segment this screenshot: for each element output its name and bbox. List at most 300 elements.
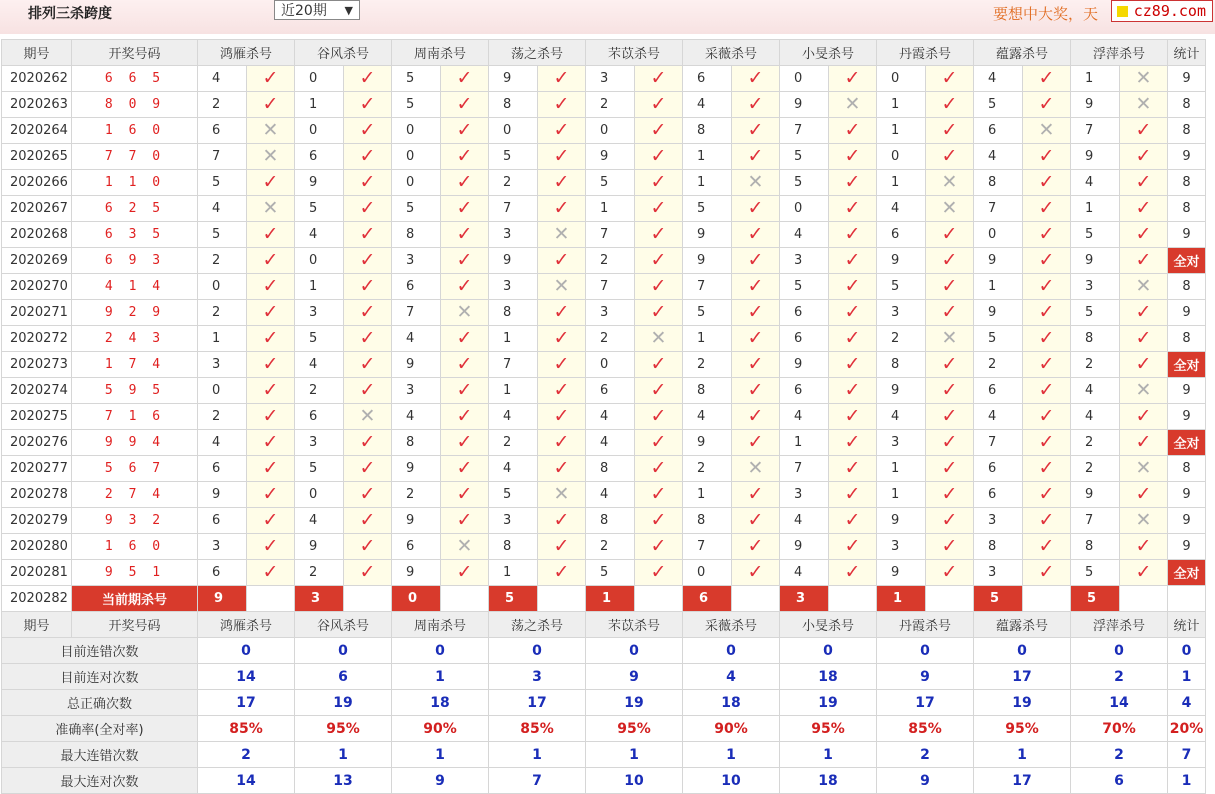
column-header: 周南杀号 — [392, 40, 489, 66]
result-cell — [1023, 196, 1071, 222]
period-cell: 2020282 — [2, 586, 72, 612]
result-cell — [344, 274, 392, 300]
check-icon: ✓ — [1135, 223, 1152, 245]
period-cell: 2020265 — [2, 144, 72, 170]
result-cell — [247, 118, 295, 144]
kill-number-cell: 9 — [1071, 92, 1120, 118]
check-icon: ✓ — [747, 197, 764, 219]
result-cell — [441, 196, 489, 222]
kill-number-cell: 5 — [780, 274, 829, 300]
check-icon: ✓ — [941, 223, 958, 245]
draw-number-cell: 2 4 3 — [72, 326, 198, 352]
kill-number-cell: 4 — [780, 222, 829, 248]
kill-number-cell: 0 — [877, 66, 926, 92]
cross-icon: ✕ — [359, 405, 376, 427]
kill-number-cell: 9 — [1071, 144, 1120, 170]
result-cell — [829, 404, 877, 430]
check-icon: ✓ — [456, 457, 473, 479]
period-cell: 2020264 — [2, 118, 72, 144]
check-icon: ✓ — [650, 431, 667, 453]
check-icon: ✓ — [553, 509, 570, 531]
check-icon: ✓ — [747, 119, 764, 141]
check-icon: ✓ — [262, 561, 279, 583]
table-row — [2, 482, 1206, 508]
kill-number-cell: 6 — [974, 378, 1023, 404]
check-icon: ✓ — [456, 561, 473, 583]
kill-number-cell: 7 — [683, 534, 732, 560]
result-cell — [732, 92, 780, 118]
result-cell — [538, 118, 586, 144]
stats-value: 10 — [586, 768, 683, 794]
kill-number-cell: 8 — [489, 300, 538, 326]
kill-number-cell: 9 — [877, 378, 926, 404]
result-cell — [344, 196, 392, 222]
result-cell — [1023, 118, 1071, 144]
kill-number-cell: 4 — [295, 508, 344, 534]
check-icon: ✓ — [844, 275, 861, 297]
result-cell — [538, 92, 586, 118]
result-cell — [441, 144, 489, 170]
result-cell — [829, 274, 877, 300]
result-cell — [926, 222, 974, 248]
kill-number-cell: 4 — [295, 352, 344, 378]
empty-cell — [1168, 586, 1206, 612]
kill-number-cell: 5 — [586, 170, 635, 196]
check-icon: ✓ — [1038, 379, 1055, 401]
result-cell — [344, 66, 392, 92]
result-cell — [441, 508, 489, 534]
kill-number-cell: 9 — [392, 456, 441, 482]
check-icon: ✓ — [262, 67, 279, 89]
result-cell — [732, 456, 780, 482]
kill-number-cell: 2 — [974, 352, 1023, 378]
result-cell — [247, 352, 295, 378]
cross-icon: ✕ — [1038, 119, 1055, 141]
result-cell — [732, 560, 780, 586]
kill-number-cell: 6 — [295, 404, 344, 430]
period-cell: 2020263 — [2, 92, 72, 118]
kill-number-cell: 3 — [877, 430, 926, 456]
cross-icon: ✕ — [1135, 457, 1152, 479]
result-cell — [1120, 456, 1168, 482]
check-icon: ✓ — [650, 379, 667, 401]
result-cell — [247, 222, 295, 248]
check-icon: ✓ — [747, 275, 764, 297]
column-header: 芣苡杀号 — [586, 40, 683, 66]
stat-count-cell: 9 — [1168, 534, 1206, 560]
table-row — [2, 326, 1206, 352]
result-cell — [732, 196, 780, 222]
result-cell — [926, 144, 974, 170]
result-cell — [732, 534, 780, 560]
kill-number-cell: 8 — [392, 430, 441, 456]
check-icon: ✓ — [456, 93, 473, 115]
check-icon: ✓ — [941, 145, 958, 167]
stat-count-cell: 8 — [1168, 456, 1206, 482]
check-icon: ✓ — [456, 509, 473, 531]
check-icon: ✓ — [844, 535, 861, 557]
check-icon: ✓ — [747, 431, 764, 453]
stats-value: 17 — [974, 664, 1071, 690]
kill-number-cell: 9 — [586, 144, 635, 170]
kill-number-cell: 6 — [780, 326, 829, 352]
check-icon: ✓ — [456, 405, 473, 427]
check-icon: ✓ — [650, 67, 667, 89]
result-cell — [1023, 248, 1071, 274]
kill-number-cell: 5 — [392, 196, 441, 222]
stats-value: 2 — [877, 742, 974, 768]
kill-number-cell: 9 — [877, 248, 926, 274]
kill-number-cell: 6 — [974, 482, 1023, 508]
check-icon: ✓ — [941, 483, 958, 505]
result-cell — [441, 222, 489, 248]
empty-cell — [926, 586, 974, 612]
check-icon: ✓ — [456, 483, 473, 505]
column-header: 统计 — [1168, 40, 1206, 66]
stats-value: 17 — [198, 690, 295, 716]
result-cell — [1023, 326, 1071, 352]
ad-text[interactable]: 要想中大奖，天 — [993, 5, 1099, 23]
kill-number-cell: 4 — [198, 430, 247, 456]
kill-number-cell: 9 — [1071, 482, 1120, 508]
kill-number-cell: 1 — [683, 144, 732, 170]
check-icon: ✓ — [844, 119, 861, 141]
column-header: 浮萍杀号 — [1071, 612, 1168, 638]
column-header: 统计 — [1168, 612, 1206, 638]
cross-icon: ✕ — [262, 119, 279, 141]
cross-icon: ✕ — [456, 535, 473, 557]
result-cell — [926, 508, 974, 534]
kill-number-cell: 6 — [877, 222, 926, 248]
result-cell — [538, 430, 586, 456]
check-icon: ✓ — [553, 561, 570, 583]
kill-number-cell: 5 — [295, 326, 344, 352]
result-cell — [1120, 274, 1168, 300]
result-cell — [1120, 378, 1168, 404]
kill-number-cell: 6 — [974, 456, 1023, 482]
stat-count-cell: 9 — [1168, 508, 1206, 534]
stats-value: 0 — [198, 638, 295, 664]
kill-number-cell: 4 — [1071, 378, 1120, 404]
stat-count-cell: 9 — [1168, 300, 1206, 326]
period-cell: 2020274 — [2, 378, 72, 404]
draw-number-cell: 4 1 4 — [72, 274, 198, 300]
kill-number-cell: 3 — [489, 508, 538, 534]
stats-value: 14 — [198, 664, 295, 690]
check-icon: ✓ — [1135, 327, 1152, 349]
check-icon: ✓ — [844, 561, 861, 583]
kill-number-cell: 6 — [198, 456, 247, 482]
check-icon: ✓ — [262, 353, 279, 375]
kill-number-cell: 3 — [974, 560, 1023, 586]
kill-number-cell: 2 — [198, 92, 247, 118]
kill-number-cell: 9 — [295, 534, 344, 560]
check-icon: ✓ — [553, 171, 570, 193]
kill-number-cell: 9 — [877, 560, 926, 586]
kill-number-cell: 2 — [295, 560, 344, 586]
result-cell — [441, 404, 489, 430]
result-cell — [247, 508, 295, 534]
result-cell — [1023, 274, 1071, 300]
check-icon: ✓ — [553, 457, 570, 479]
kill-number-cell: 6 — [586, 378, 635, 404]
result-cell — [635, 378, 683, 404]
table-row — [2, 222, 1206, 248]
kill-number-cell: 2 — [1071, 352, 1120, 378]
check-icon: ✓ — [650, 483, 667, 505]
column-header: 开奖号码 — [72, 612, 198, 638]
result-cell — [538, 352, 586, 378]
kill-number-cell: 1 — [974, 274, 1023, 300]
check-icon: ✓ — [359, 327, 376, 349]
stats-value: 10 — [683, 768, 780, 794]
kill-number-cell: 7 — [1071, 508, 1120, 534]
check-icon: ✓ — [747, 379, 764, 401]
check-icon: ✓ — [844, 145, 861, 167]
result-cell — [635, 144, 683, 170]
stat-count-cell: 9 — [1168, 404, 1206, 430]
kill-number-cell: 6 — [780, 378, 829, 404]
draw-number-cell: 1 6 0 — [72, 118, 198, 144]
check-icon: ✓ — [650, 145, 667, 167]
stats-value: 4 — [1168, 690, 1206, 716]
kill-number-cell: 4 — [780, 404, 829, 430]
kill-number-cell: 5 — [780, 170, 829, 196]
period-cell: 2020279 — [2, 508, 72, 534]
result-cell — [829, 456, 877, 482]
check-icon: ✓ — [1038, 327, 1055, 349]
check-icon: ✓ — [553, 327, 570, 349]
check-icon: ✓ — [747, 249, 764, 271]
result-cell — [732, 118, 780, 144]
period-cell: 2020271 — [2, 300, 72, 326]
kill-number-cell: 2 — [586, 326, 635, 352]
stats-value: 95% — [586, 716, 683, 742]
stats-value: 19 — [974, 690, 1071, 716]
all-correct-badge: 全对 — [1168, 430, 1206, 456]
stat-count-cell: 9 — [1168, 222, 1206, 248]
result-cell — [344, 352, 392, 378]
stats-value: 7 — [1168, 742, 1206, 768]
stats-value: 85% — [877, 716, 974, 742]
check-icon: ✓ — [1038, 353, 1055, 375]
kill-number-cell: 4 — [683, 404, 732, 430]
result-cell — [926, 560, 974, 586]
stats-value: 7 — [489, 768, 586, 794]
check-icon: ✓ — [456, 327, 473, 349]
current-kill-label: 当前期杀号 — [72, 586, 198, 612]
empty-cell — [247, 586, 295, 612]
stat-count-cell: 9 — [1168, 378, 1206, 404]
kill-number-cell: 9 — [295, 170, 344, 196]
stats-value: 18 — [780, 664, 877, 690]
check-icon: ✓ — [844, 457, 861, 479]
kill-number-cell: 5 — [295, 456, 344, 482]
result-cell — [1023, 144, 1071, 170]
kill-number-cell: 2 — [295, 378, 344, 404]
kill-number-cell: 0 — [392, 118, 441, 144]
period-cell: 2020280 — [2, 534, 72, 560]
stats-value: 17 — [974, 768, 1071, 794]
kill-number-cell: 4 — [877, 404, 926, 430]
logo-text: cz89.com — [1133, 2, 1206, 20]
check-icon: ✓ — [650, 119, 667, 141]
check-icon: ✓ — [747, 301, 764, 323]
result-cell — [1120, 118, 1168, 144]
check-icon: ✓ — [359, 93, 376, 115]
kill-number-cell: 4 — [877, 196, 926, 222]
check-icon: ✓ — [844, 67, 861, 89]
kill-number-cell: 2 — [198, 300, 247, 326]
kill-number-cell: 8 — [1071, 534, 1120, 560]
result-cell — [247, 404, 295, 430]
result-cell — [538, 404, 586, 430]
result-cell — [538, 482, 586, 508]
kill-number-cell: 8 — [392, 222, 441, 248]
check-icon: ✓ — [1038, 561, 1055, 583]
period-cell: 2020275 — [2, 404, 72, 430]
check-icon: ✓ — [1135, 431, 1152, 453]
result-cell — [538, 534, 586, 560]
stats-label: 最大连错次数 — [2, 742, 198, 768]
check-icon: ✓ — [1038, 275, 1055, 297]
period-cell: 2020276 — [2, 430, 72, 456]
kill-number-cell: 5 — [392, 92, 441, 118]
stats-label: 准确率(全对率) — [2, 716, 198, 742]
result-cell — [1120, 248, 1168, 274]
table-row — [2, 404, 1206, 430]
check-icon: ✓ — [359, 275, 376, 297]
check-icon: ✓ — [1135, 171, 1152, 193]
column-header: 荡之杀号 — [489, 40, 586, 66]
check-icon: ✓ — [262, 301, 279, 323]
column-header: 周南杀号 — [392, 612, 489, 638]
check-icon: ✓ — [456, 67, 473, 89]
current-kill-number: 3 — [295, 586, 344, 612]
check-icon: ✓ — [359, 379, 376, 401]
empty-cell — [1120, 586, 1168, 612]
kill-number-cell: 9 — [683, 222, 732, 248]
kill-number-cell: 3 — [780, 248, 829, 274]
current-kill-number: 6 — [683, 586, 732, 612]
result-cell — [441, 378, 489, 404]
result-cell — [732, 66, 780, 92]
check-icon: ✓ — [1038, 249, 1055, 271]
column-header: 鸿雁杀号 — [198, 40, 295, 66]
check-icon: ✓ — [844, 171, 861, 193]
result-cell — [344, 482, 392, 508]
kill-number-cell: 2 — [586, 534, 635, 560]
draw-number-cell: 9 2 9 — [72, 300, 198, 326]
logo-square-icon — [1117, 6, 1128, 17]
kill-number-cell: 4 — [974, 144, 1023, 170]
result-cell — [441, 560, 489, 586]
result-cell — [635, 118, 683, 144]
stats-value: 3 — [489, 664, 586, 690]
check-icon: ✓ — [941, 275, 958, 297]
column-header: 期号 — [2, 612, 72, 638]
stats-value: 90% — [392, 716, 489, 742]
result-cell — [1120, 482, 1168, 508]
current-kill-number: 5 — [974, 586, 1023, 612]
check-icon: ✓ — [359, 119, 376, 141]
kill-number-cell: 2 — [198, 404, 247, 430]
kill-number-cell: 6 — [974, 118, 1023, 144]
kill-number-cell: 0 — [586, 352, 635, 378]
result-cell — [829, 248, 877, 274]
result-cell — [829, 352, 877, 378]
stats-label: 总正确次数 — [2, 690, 198, 716]
result-cell — [926, 170, 974, 196]
check-icon: ✓ — [553, 145, 570, 167]
kill-number-cell: 3 — [295, 300, 344, 326]
table-row — [2, 456, 1206, 482]
result-cell — [635, 170, 683, 196]
result-cell — [344, 222, 392, 248]
kill-number-cell: 3 — [295, 430, 344, 456]
kill-number-cell: 0 — [586, 118, 635, 144]
kill-number-cell: 1 — [295, 92, 344, 118]
kill-number-cell: 0 — [780, 196, 829, 222]
stats-value: 9 — [392, 768, 489, 794]
check-icon: ✓ — [359, 431, 376, 453]
draw-number-cell: 9 5 1 — [72, 560, 198, 586]
result-cell — [926, 482, 974, 508]
result-cell — [926, 326, 974, 352]
check-icon: ✓ — [1038, 93, 1055, 115]
kill-number-cell: 2 — [198, 248, 247, 274]
check-icon: ✓ — [844, 405, 861, 427]
result-cell — [538, 456, 586, 482]
result-cell — [635, 326, 683, 352]
kill-number-cell: 7 — [489, 352, 538, 378]
check-icon: ✓ — [650, 353, 667, 375]
draw-number-cell: 9 3 2 — [72, 508, 198, 534]
kill-number-cell: 9 — [780, 352, 829, 378]
header-row — [2, 40, 1206, 66]
stat-count-cell: 8 — [1168, 326, 1206, 352]
draw-number-cell: 1 7 4 — [72, 352, 198, 378]
kill-number-cell: 2 — [586, 248, 635, 274]
check-icon: ✓ — [1135, 483, 1152, 505]
kill-number-cell: 1 — [780, 430, 829, 456]
draw-number-cell: 7 1 6 — [72, 404, 198, 430]
kill-number-cell: 4 — [392, 326, 441, 352]
check-icon: ✓ — [941, 301, 958, 323]
site-logo[interactable] — [1111, 0, 1213, 22]
kill-number-cell: 9 — [392, 508, 441, 534]
kill-number-cell: 5 — [586, 560, 635, 586]
stats-value: 1 — [1168, 664, 1206, 690]
draw-number-cell: 6 3 5 — [72, 222, 198, 248]
kill-number-cell: 0 — [198, 378, 247, 404]
check-icon: ✓ — [941, 353, 958, 375]
check-icon: ✓ — [359, 197, 376, 219]
check-icon: ✓ — [262, 171, 279, 193]
check-icon: ✓ — [262, 93, 279, 115]
check-icon: ✓ — [262, 249, 279, 271]
kill-number-cell: 1 — [877, 92, 926, 118]
check-icon: ✓ — [1038, 223, 1055, 245]
period-select[interactable] — [274, 0, 360, 20]
kill-number-cell: 6 — [295, 144, 344, 170]
result-cell — [441, 248, 489, 274]
stats-value: 17 — [877, 690, 974, 716]
table-row — [2, 560, 1206, 586]
cross-icon: ✕ — [553, 483, 570, 505]
empty-cell — [344, 586, 392, 612]
stat-count-cell: 8 — [1168, 196, 1206, 222]
